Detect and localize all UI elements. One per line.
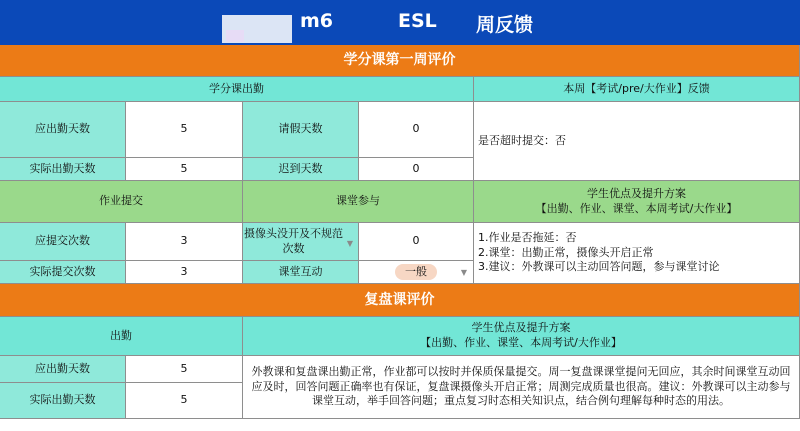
review-attendance-header: 出勤 [0,317,243,356]
actual-attend-label: 实际出勤天数 [0,158,126,181]
attendance-header: 学分课出勤 [0,77,474,102]
dropdown-arrow-icon[interactable]: ▼ [346,239,353,248]
review-should-attend-label: 应出勤天数 [0,356,126,383]
strengths-header-line2: 【出勤、作业、课堂、本周考试/大作业】 [535,201,738,215]
camera-value[interactable]: 0 [359,223,474,261]
homework-header: 作业提交 [0,181,243,223]
interaction-label: 课堂互动 [243,261,359,284]
class-participation-header: 课堂参与 [243,181,474,223]
section2-title: 复盘课评价 [0,284,800,317]
late-value[interactable]: 0 [359,158,474,181]
redacted-mark [226,30,244,42]
feedback-line: 1.作业是否拖延：否 [478,230,577,244]
hw-actual-value[interactable]: 3 [126,261,243,284]
review-comment[interactable]: 外教课和复盘课出勤正常，作业都可以按时并保质保量提交。周一复盘课课堂提问无回应，其余时间课堂互动回应及时，回答问题正确率也有保证，复盘课摄像头开启正常；周测完成质量也很高。建议：外教课可以主动参与课堂互动，举手回答问题；重点复习时态相关知识点，结合例句理解每种时态的用法。 [243,356,800,419]
review-actual-attend-value[interactable]: 5 [126,383,243,419]
review-should-attend-value[interactable]: 5 [126,356,243,383]
camera-label: 摄像头没开及不规范次数 [244,226,343,255]
review-strengths-header [243,317,800,356]
strengths-feedback[interactable] [474,223,800,284]
section1-title: 学分课第一周评价 [0,45,800,77]
hw-should-label: 应提交次数 [0,223,126,261]
feedback-line: 3.建议：外教课可以主动回答问题，参与课堂讨论 [478,260,720,274]
review-strengths-line1: 学生优点及提升方案 [471,321,571,335]
camera-label-cell[interactable] [243,223,359,261]
banner-title: 周反馈 [476,14,534,36]
title-banner [0,0,800,45]
should-attend-label: 应出勤天数 [0,102,126,158]
actual-attend-value[interactable]: 5 [126,158,243,181]
interaction-value: 一般 [395,264,437,280]
late-label: 迟到天数 [243,158,359,181]
feedback-line: 2.课堂：出勤正常，摄像头开启正常 [478,245,654,259]
review-actual-attend-label: 实际出勤天数 [0,383,126,419]
review-strengths-line2: 【出勤、作业、课堂、本周考试/大作业】 [420,336,622,349]
dropdown-arrow-icon[interactable]: ▼ [460,268,467,277]
leave-label: 请假天数 [243,102,359,158]
banner-course: ESL [398,10,437,32]
leave-value[interactable]: 0 [359,102,474,158]
weekly-feedback-text[interactable]: 是否超时提交：否 [474,102,800,181]
hw-should-value[interactable]: 3 [126,223,243,261]
weekly-feedback-header: 本周【考试/pre/大作业】反馈 [474,77,800,102]
interaction-select[interactable] [359,261,474,284]
hw-actual-label: 实际提交次数 [0,261,126,284]
banner-class: m6 [300,10,334,32]
strengths-header-line1: 学生优点及提升方案 [587,186,686,200]
should-attend-value[interactable]: 5 [126,102,243,158]
strengths-header [474,181,800,223]
